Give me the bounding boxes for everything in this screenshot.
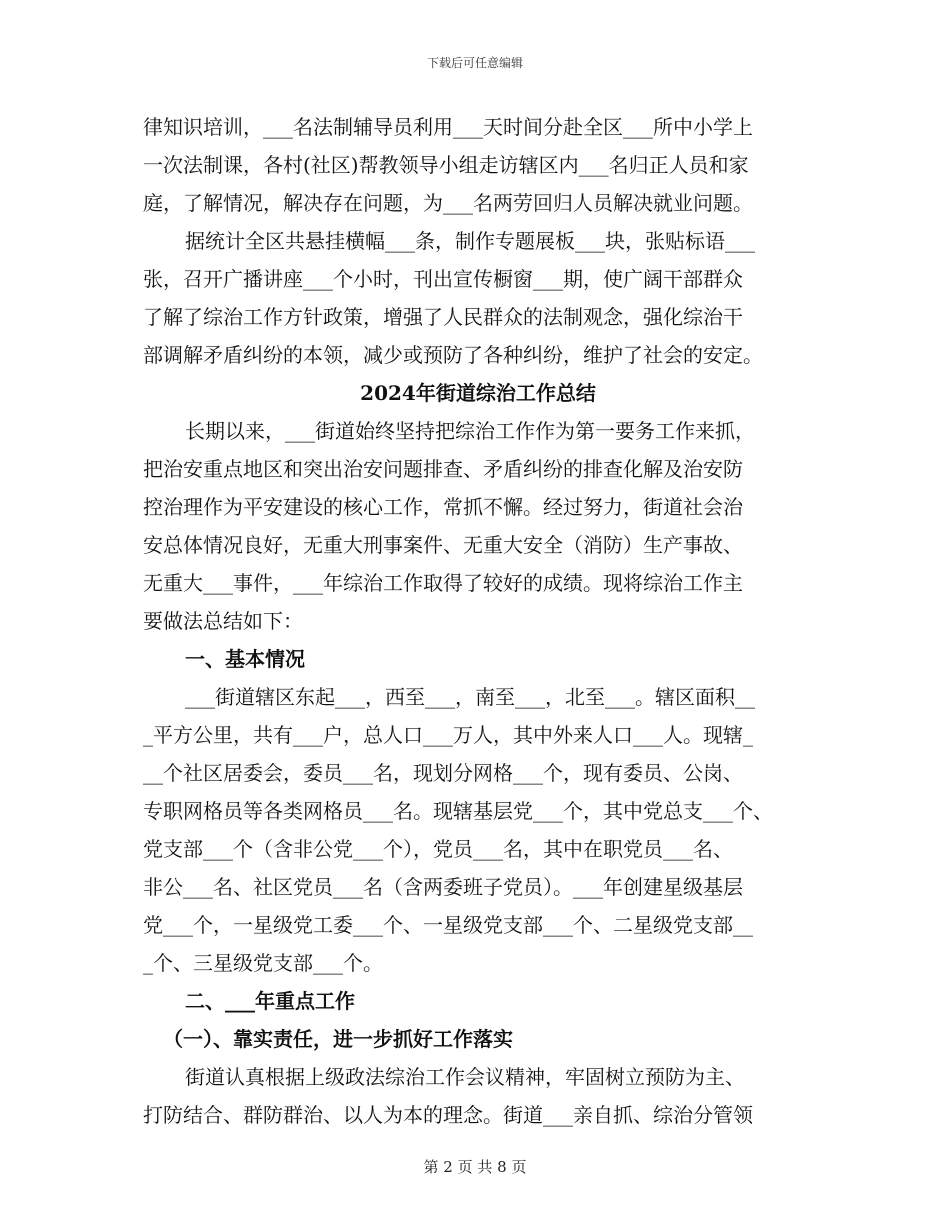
body-line: 专职网格员等各类网格员___名。现辖基层党___个，其中党总支___个、 [143, 799, 773, 823]
body-line: 安总体情况良好，无重大刑事案件、无重大安全（消防）生产事故、 [143, 533, 743, 557]
body-line: _个、三星级党支部___个。 [143, 951, 383, 975]
page-footer: 第 2 页 共 8 页 [423, 1158, 527, 1176]
heading-basic-situation: 一、基本情况 [185, 647, 305, 671]
body-line: 庭，了解情况，解决存在问题，为___名两劳回归人员解决就业问题。 [143, 191, 753, 215]
body-line: 了解了综治工作方针政策，增强了人民群众的法制观念，强化综治干 [143, 305, 743, 329]
body-line: 长期以来，___街道始终坚持把综治工作作为第一要务工作来抓， [185, 419, 755, 443]
body-line: 把治安重点地区和突出治安问题排查、矛盾纠纷的排查化解及治安防 [143, 457, 743, 481]
page-header: 下载后可任意编辑 [426, 56, 523, 70]
document-body [143, 108, 813, 1134]
body-line: 党支部___个（含非公党___个），党员___名，其中在职党员___名、 [143, 837, 733, 861]
section-title: 2024年街道综治工作总结 [360, 381, 596, 405]
body-line: 要做法总结如下： [143, 609, 303, 633]
body-line: 部调解矛盾纠纷的本领，减少或预防了各种纠纷，维护了社会的安定。 [143, 343, 763, 367]
body-line: ___街道辖区东起___，西至___，南至___，北至___。辖区面积__ [185, 685, 755, 709]
body-line: _平方公里，共有___户，总人口___万人，其中外来人口___人。现辖_ [143, 723, 753, 747]
heading-key-work: 二、___年重点工作 [185, 989, 355, 1013]
body-line: 一次法制课，各村(社区)帮教领导小组走访辖区内___名归正人员和家 [143, 153, 749, 177]
body-line: 街道认真根据上级政法综治工作会议精神，牢固树立预防为主、 [185, 1065, 745, 1089]
body-line: 打防结合、群防群治、以人为本的理念。街道___亲自抓、综治分管领 [143, 1103, 753, 1127]
subheading-responsibility: （一）、靠实责任，进一步抓好工作落实 [163, 1027, 513, 1051]
body-line: 律知识培训，___名法制辅导员利用___天时间分赴全区___所中小学上 [143, 115, 753, 139]
body-line: 张，召开广播讲座___个小时，刊出宣传橱窗___期，使广阔干部群众 [143, 267, 743, 291]
body-line: 据统计全区共悬挂横幅___条，制作专题展板___块，张贴标语___ [185, 229, 755, 253]
body-line: 非公___名、社区党员___名（含两委班子党员）。___年创建星级基层 [143, 875, 743, 899]
body-line: 无重大___事件，___年综治工作取得了较好的成绩。现将综治工作主 [143, 571, 743, 595]
body-line: 党___个，一星级党工委___个、一星级党支部___个、二星级党支部__ [143, 913, 753, 937]
body-line: 控治理作为平安建设的核心工作，常抓不懈。经过努力，街道社会治 [143, 495, 743, 519]
body-line: __个社区居委会，委员___名，现划分网格___个，现有委员、公岗、 [143, 761, 743, 785]
